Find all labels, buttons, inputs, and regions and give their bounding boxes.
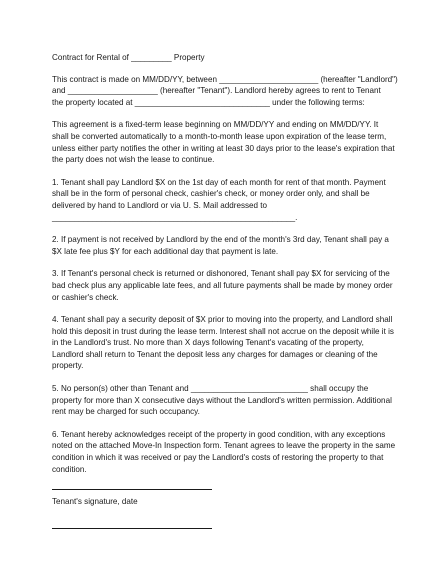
intro-paragraph (52, 74, 400, 109)
clause-2-late-fee (52, 234, 400, 257)
lease-line: unless either party notifies the other in writing at least 30 days prior to the lease's expiration that (52, 143, 395, 153)
tenant-signature-line[interactable] (52, 489, 212, 490)
clause-line: property. (52, 361, 84, 371)
clause-6-condition (52, 429, 400, 475)
clause-5-occupancy (52, 383, 400, 418)
clause-line: Landlord shall return to Tenant the deposit less any charges for damages or cleaning of the (52, 349, 378, 359)
clause-line: 6. Tenant hereby acknowledges receipt of the property in good condition, with any exceptions (52, 429, 386, 439)
clause-line: condition. (52, 464, 87, 474)
clause-line: in the Landlord's trust. No more than X days following Tenant's vacating of the property, (52, 338, 364, 348)
clause-3-bad-check (52, 268, 400, 303)
intro-line: This contract is made on MM/DD/YY, between ______________________ (hereafter "Landlord") (52, 74, 398, 84)
clause-line: shall be in the form of personal check, cashier's check, or money order only, and shall be (52, 189, 370, 199)
clause-line: 4. Tenant shall pay a security deposit of $X prior to moving into the property, and Landlord shall (52, 315, 393, 325)
clause-line: bad check plus any applicable late fees, and all future payments shall be made by money order (52, 280, 393, 290)
lease-line: This agreement is a fixed-term lease beginning on MM/DD/YY and ending on MM/DD/YY. It (52, 120, 379, 130)
clause-4-security-deposit (52, 314, 400, 372)
clause-line: or cashier's check. (52, 292, 119, 302)
clause-line: 5. No person(s) other than Tenant and __________________________ shall occupy the (52, 384, 369, 394)
intro-line: the property located at ______________________________ under the following terms: (52, 97, 365, 107)
clause-line: $X late fee plus $Y for each additional day that payment is late. (52, 246, 279, 256)
clause-line: condition in which it was received or pay the Landlord's costs of restoring the property to that (52, 453, 384, 463)
lease-line: the party does not wish the lease to continue. (52, 155, 215, 165)
lease-line: shall be converted automatically to a month-to-month lease upon expiration of the lease term, (52, 131, 387, 141)
contract-title: Contract for Rental of _________ Property (52, 53, 205, 62)
clause-line: 2. If payment is not received by Landlord by the end of the month's 3rd day, Tenant shall pay a (52, 235, 389, 245)
lease-term-paragraph (52, 119, 400, 165)
intro-line: and ____________________ (hereafter "Tenant"). Landlord hereby agrees to rent to Tenant (52, 86, 381, 96)
clause-line: delivered by hand to Landlord or via U. S. Mail addressed to (52, 200, 268, 210)
clause-line: hold this deposit in trust during the lease term. Interest shall not accrue on the deposit while it is (52, 326, 394, 336)
clause-line: rent may be charged for such occupancy. (52, 407, 200, 417)
second-signature-line[interactable] (52, 528, 212, 529)
tenant-signature-label: Tenant's signature, date (52, 497, 138, 507)
clause-line: ______________________________________________________. (52, 212, 298, 222)
clause-1-rent (52, 177, 400, 223)
clause-line: 3. If Tenant's personal check is returned or dishonored, Tenant shall pay $X for servicing of the (52, 269, 390, 279)
clause-line: 1. Tenant shall pay Landlord $X on the 1st day of each month for rent of that month. Payment (52, 177, 386, 187)
clause-line: property for more than X consecutive days without the Landlord's written permission. Additional (52, 395, 392, 405)
clause-line: noted on the attached Move-In Inspection form. Tenant agrees to leave the property in the same (52, 441, 396, 451)
